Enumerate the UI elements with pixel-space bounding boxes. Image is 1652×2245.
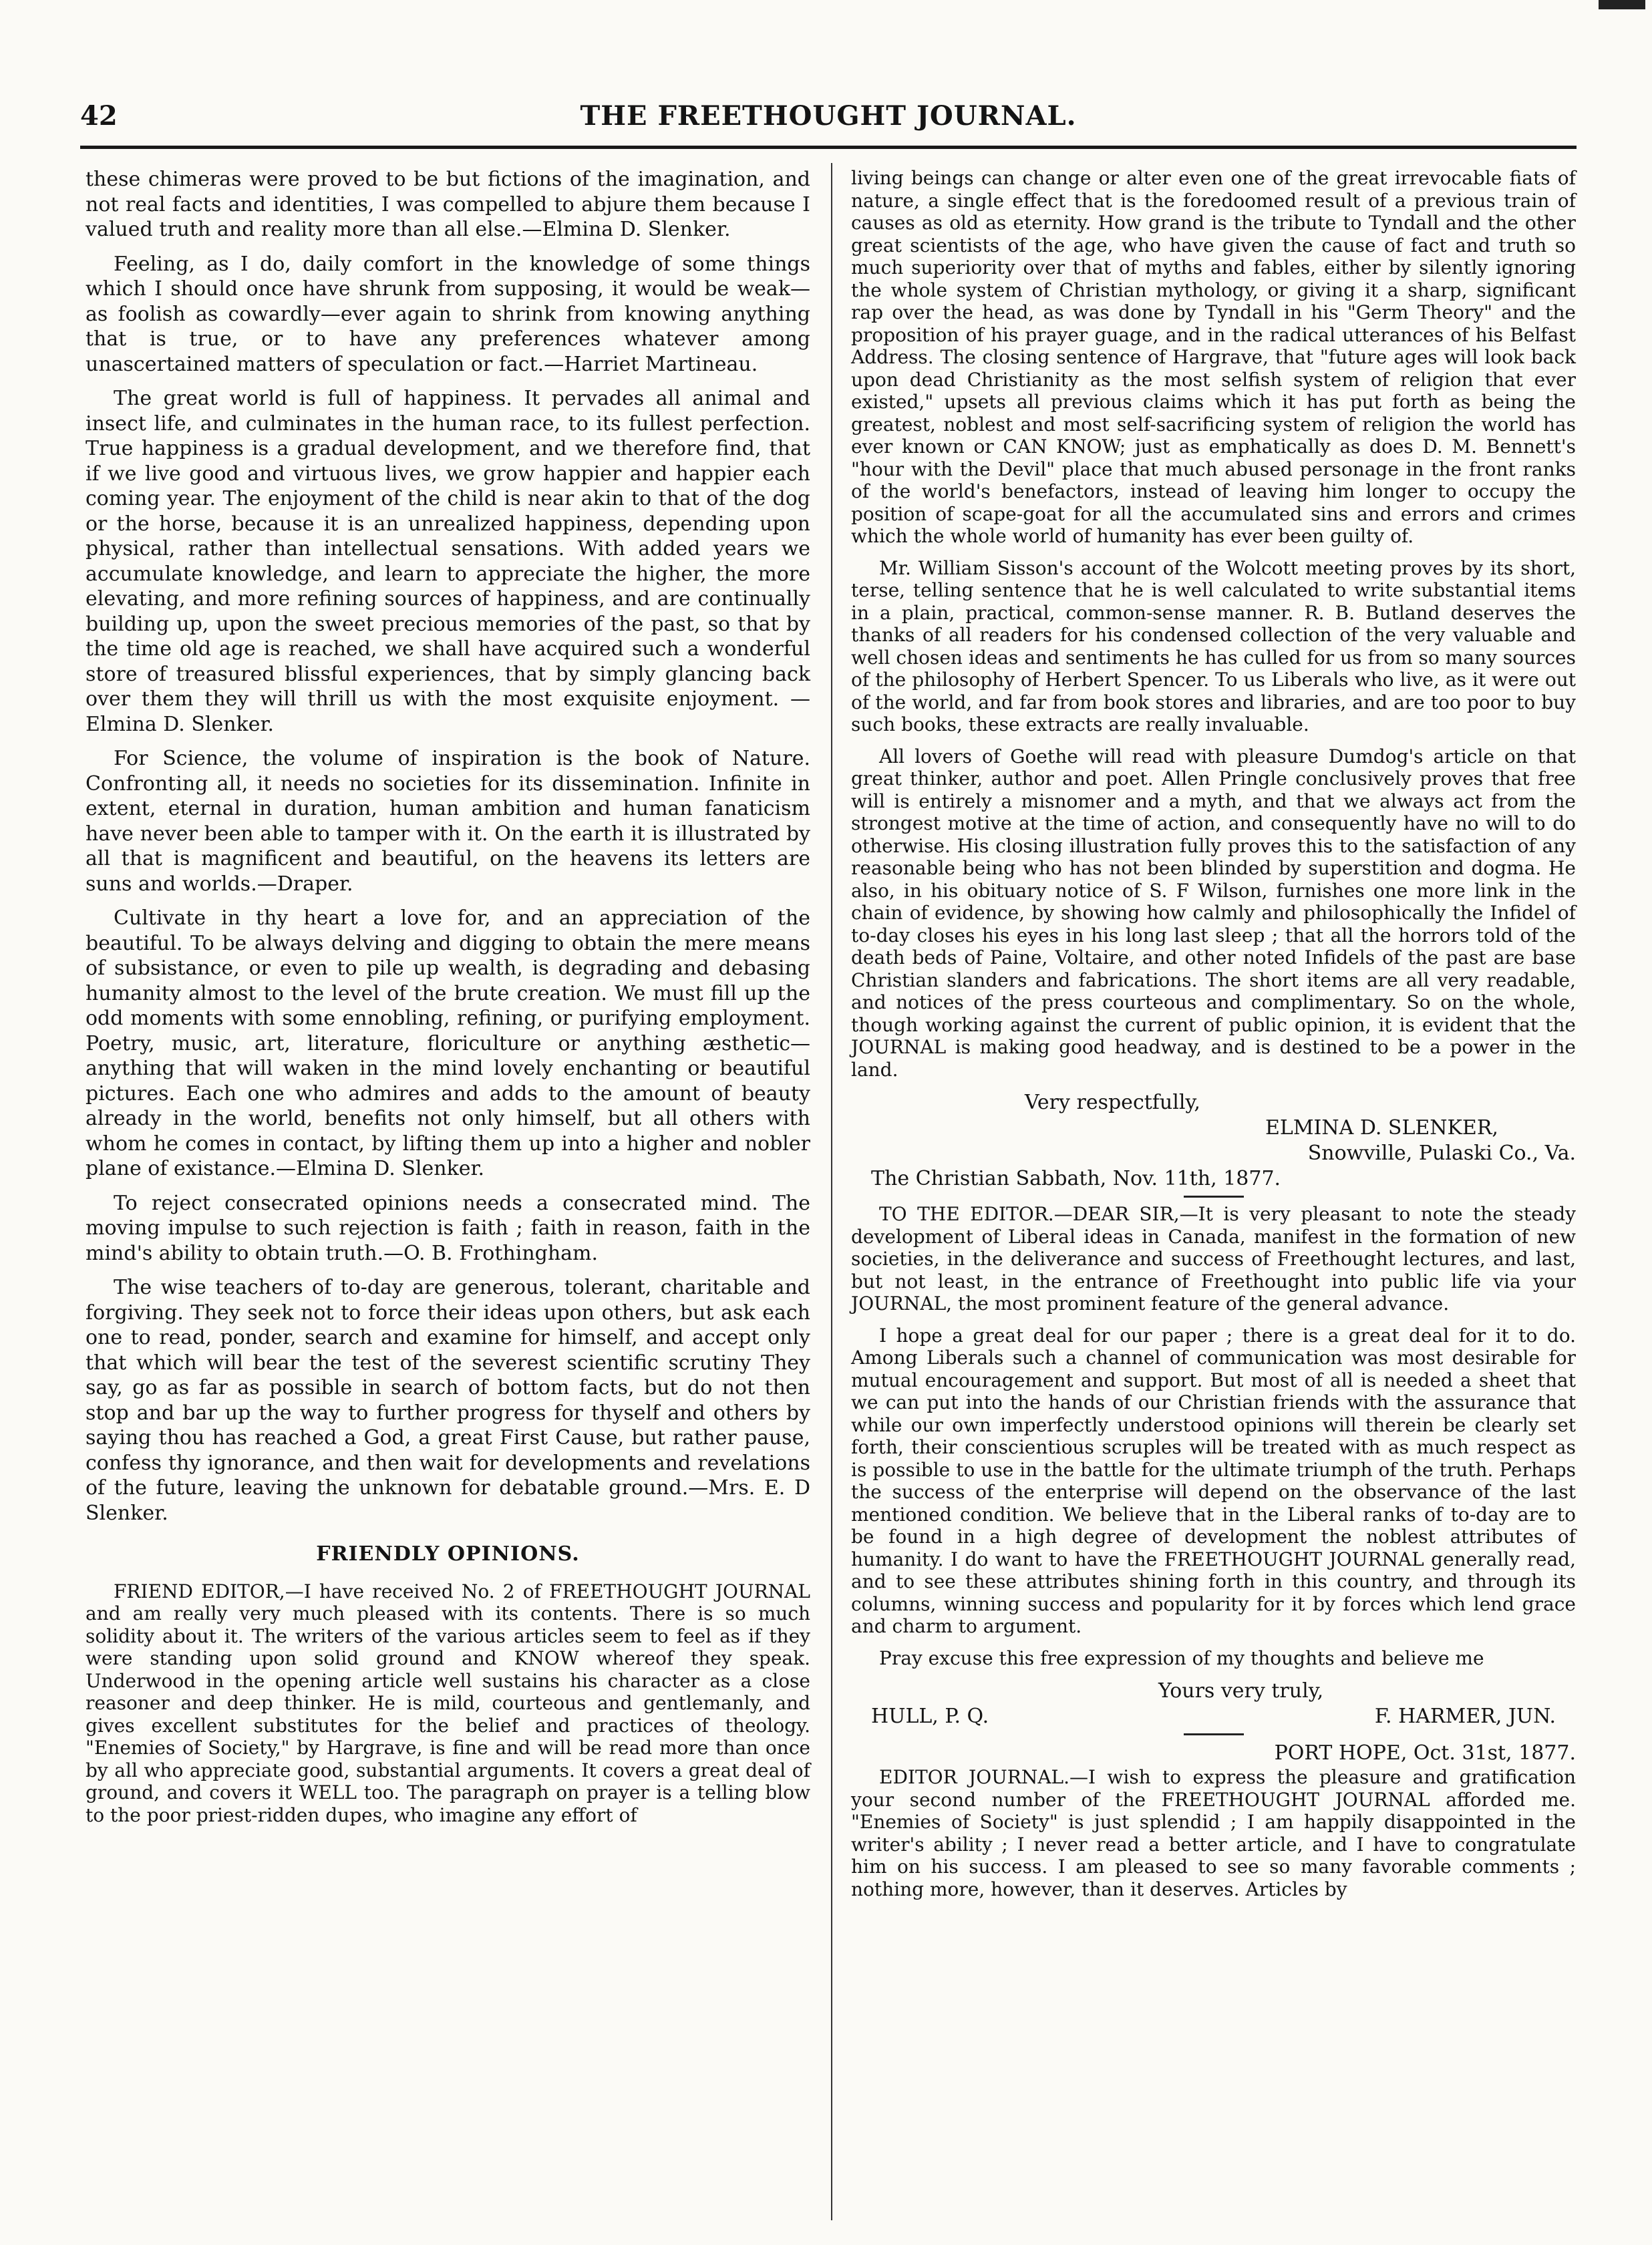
paragraph: For Science, the volume of inspiration is the book of Nature. Confronting all, it needs no societies for its dissemination. Infinite in extent, eternal in duration, human ambition and human fanaticism have never been able to tamper with it. On the earth it is illustrated by all that is magnificent and beautiful, on the heavens its letters are suns and worlds.—Draper. <box>86 747 810 896</box>
letter-paragraph: TO THE EDITOR.—DEAR SIR,—It is very pleasant to note the steady development of Liberal ideas in Canada, manifest in the formation of new societies, in the deliverance and success of Freethought lectures, and last, but not least, in the entrance of Freethought into public life via your JOURNAL, the most prominent feature of the general advance. <box>851 1203 1576 1315</box>
paragraph: The wise teachers of to-day are generous, tolerant, charitable and forgiving. They seek not to force their ideas upon others, but ask each one to read, ponder, search and examine for himself, and accept only that which will bear the test of the severest scientific scrutiny They say, go as far as possible in search of bottom facts, but do not then stop and bar up the way to further progress for thyself and others by saying thou has reached a God, a great First Cause, but rather pause, confess thy ignorance, and then wait for developments and revelations of the future, leaving the unknown for debatable ground.—Mrs. E. D Slenker. <box>86 1276 810 1525</box>
letter-paragraph: FRIEND EDITOR,—I have received No. 2 of FREETHOUGHT JOURNAL and am really very much pleased with its contents. There is so much solidity about it. The writers of the various articles seem to feel as if they were standing upon solid ground and KNOW whereof they speak. Underwood in the opening article well sustains his character as a close reasoner and deep thinker. He is mild, courteous and gentlemanly, and gives excellent substitutes for the belief and practices of theology. "Enemies of Society," by Hargrave, is fine and will be read more than once by all who appreciate good, substantial arguments. It covers a great deal of ground, and covers it WELL too. The paragraph on prayer is a telling blow to the poor priest-ridden dupes, who imagine any effort of <box>86 1580 810 1826</box>
separator-rule <box>1184 1733 1244 1735</box>
letter-paragraph: Pray excuse this free expression of my thoughts and believe me <box>879 1647 1484 1669</box>
header-rule <box>80 146 1577 149</box>
signature-block <box>851 1679 1576 1729</box>
section-heading: FRIENDLY OPINIONS. <box>316 1542 580 1566</box>
journal-title: THE FREETHOUGHT JOURNAL. <box>580 100 1077 132</box>
separator-rule <box>1184 1196 1244 1198</box>
page-header <box>80 100 1577 147</box>
paragraph: To reject consecrated opinions needs a consecrated mind. The moving impulse to such rejection is faith ; faith in reason, faith in the mind's ability to obtain truth.—O. B. Frothingham. <box>86 1191 810 1265</box>
signature-place: HULL, P. Q. <box>871 1705 989 1728</box>
paragraph: Mr. William Sisson's account of the Wolcott meeting proves by its short, terse, telling sentence that he is well calculated to write substantial items in a plain, practical, common-sense manner. R. B. Butland deserves the thanks of all readers for his condensed collection of the very valuable and well chosen ideas and sentiments he has culled for us from so many sources of the philosophy of Herbert Spencer. To us Liberals who live, as it were out of the world, and far from book stores and libraries, and are too poor to buy such books, these extracts are really invaluable. <box>851 556 1576 735</box>
signature-name: ELMINA D. SLENKER, <box>1265 1116 1498 1140</box>
signature-name: F. HARMER, JUN. <box>1374 1705 1556 1728</box>
scan-corner-mark <box>1599 0 1645 9</box>
paragraph: All lovers of Goethe will read with pleasure Dumdog's article on that great thinker, author and poet. Allen Pringle conclusively proves that free will is entirely a misnomer and a myth, and that we always act from the strongest motive at the time of action, and consequently have no will to do otherwise. His closing illustration fully proves this to the satisfaction of any reasonable being who has not been blinded by superstition and dogma. He also, in his obituary notice of S. F Wilson, furnishes one more link in the chain of evidence, by showing how calmly and philosophically the Infidel of to-day closes his eyes in his long last sleep ; that all the horrors told of the death beds of Paine, Voltaire, and other noted Infidels of the past are base Christian slanders and fabrications. The short items are all very readable, and notices of the press courteous and complimentary. So on the whole, though working against the current of public opinion, it is evident that the JOURNAL is making good headway, and is destined to be a power in the land. <box>851 745 1576 1081</box>
closing-line: Yours very truly, <box>1158 1679 1324 1703</box>
paragraph: The great world is full of happiness. It pervades all animal and insect life, and culminates in the human race, to its fullest perfection. True happiness is a gradual development, and we therefore find, that if we live good and virtuous lives, we grow happier and happier each coming year. The enjoyment of the child is near akin to that of the dog or the horse, because it is an unrealized happiness, depending upon physical, rather than intellectual sensations. With added years we accumulate knowledge, and learn to appreciate the higher, the more elevating, and more refining sources of happiness, and are continually building up, upon the sweet precious memories of the past, so that by the time old age is reached, we shall have acquired such a wonderful store of treasured blissful experiences, that by simply glancing back over them they will thrill us with the most exquisite enjoyment. —Elmina D. Slenker. <box>86 387 810 736</box>
signature-date: The Christian Sabbath, Nov. 11th, 1877. <box>871 1167 1281 1190</box>
paragraph: Cultivate in thy heart a love for, and an appreciation of the beautiful. To be always delving and digging to obtain the mere means of subsistance, or even to pile up wealth, is degrading and debasing humanity almost to the level of the brute creation. We must fill up the odd moments with some ennobling, refining, or purifying employment. Poetry, music, art, literature, floriculture or anything æsthetic—anything that will waken in the mind lovely enchanting or beautiful pictures. Each one who admires and adds to the amount of beauty already in the world, benefits not only himself, but all others with whom he comes in contact, by lifting them up into a higher and nobler plane of existance.—Elmina D. Slenker. <box>86 906 810 1180</box>
letter-paragraph: I hope a great deal for our paper ; there is a great deal for it to do. Among Liberals such a channel of communication was most desirable for mutual encouragement and support. But most of all is needed a sheet that we can put into the hands of our Christian friends with the assurance that while our own imperfectly understood opinions will therein be clearly set forth, their conscientious scruples will be treated with as much respect as is possible to use in the battle for the ultimate triumph of the truth. Perhaps the success of the enterprise will depend on the observance of the last mentioned condition. We believe that in the Liberal ranks of to-day are to be found in a high degree of development the noblest attributes of humanity. I do want to have the FREETHOUGHT JOURNAL generally read, and to see these attributes shining forth in this country, and through its columns, winning success and popularity for it by forces which lend grace and charm to argument. <box>851 1324 1576 1637</box>
paragraph: Feeling, as I do, daily comfort in the knowledge of some things which I should once have shrunk from supposing, it would be weak—as foolish as cowardly—ever again to shrink from knowing anything that is true, or to have any preferences whatever among unascertained matters of speculation or fact.—Harriet Martineau. <box>86 252 810 376</box>
paragraph: living beings can change or alter even one of the great irrevocable fiats of nature, a single effect that is the foredoomed result of a previous train of causes as old as eternity. How grand is the tribute to Tyndall and the other great scientists of the age, who have given the cause of fact and truth so much superiority over that of myths and fables, either by silently ignoring the whole system of Christian mythology, or giving it a sharp, significant rap over the head, as was done by Tyndall in his "Germ Theory" and the proposition of his prayer guage, and in the radical utterances of his Belfast Address. The closing sentence of Hargrave, that "future ages will look back upon dead Christianity as the most selfish system of religion that ever existed," upsets all previous claims which it has put forth as being the greatest, noblest and most self-sacrificing system of religion the world has ever known or CAN KNOW; just as emphatically as does D. M. Bennett's "hour with the Devil" place that much abused personage in the front ranks of the world's benefactors, instead of leaving him longer to occupy the position of scape-goat for all the accumulated sins and errors and crimes which the whole world of humanity has ever been guilty of. <box>851 167 1576 547</box>
left-column <box>86 167 810 1836</box>
column-divider <box>831 163 832 2220</box>
closing-line: Very respectfully, <box>1025 1091 1200 1114</box>
page-number: 42 <box>80 100 118 132</box>
letter-dateline: PORT HOPE, Oct. 31st, 1877. <box>1274 1741 1576 1765</box>
signature-row <box>851 1704 1576 1729</box>
right-column <box>851 167 1576 1910</box>
paragraph: these chimeras were proved to be but fictions of the imagination, and not real facts and identities, I was compelled to abjure them because I valued truth and reality more than all else.—Elmina D. Slenker. <box>86 168 810 241</box>
signature-block <box>851 1090 1576 1192</box>
signature-place: Snowville, Pulaski Co., Va. <box>1307 1142 1576 1165</box>
letter-paragraph: EDITOR JOURNAL.—I wish to express the pleasure and gratification your second number of the FREETHOUGHT JOURNAL afforded me. "Enemies of Society" is just splendid ; I am happily disappointed in the writer's ability ; I never read a better article, and I have to congratulate him on his success. I am pleased to see so many favorable comments ; nothing more, however, than it deserves. Articles by <box>851 1766 1576 1900</box>
